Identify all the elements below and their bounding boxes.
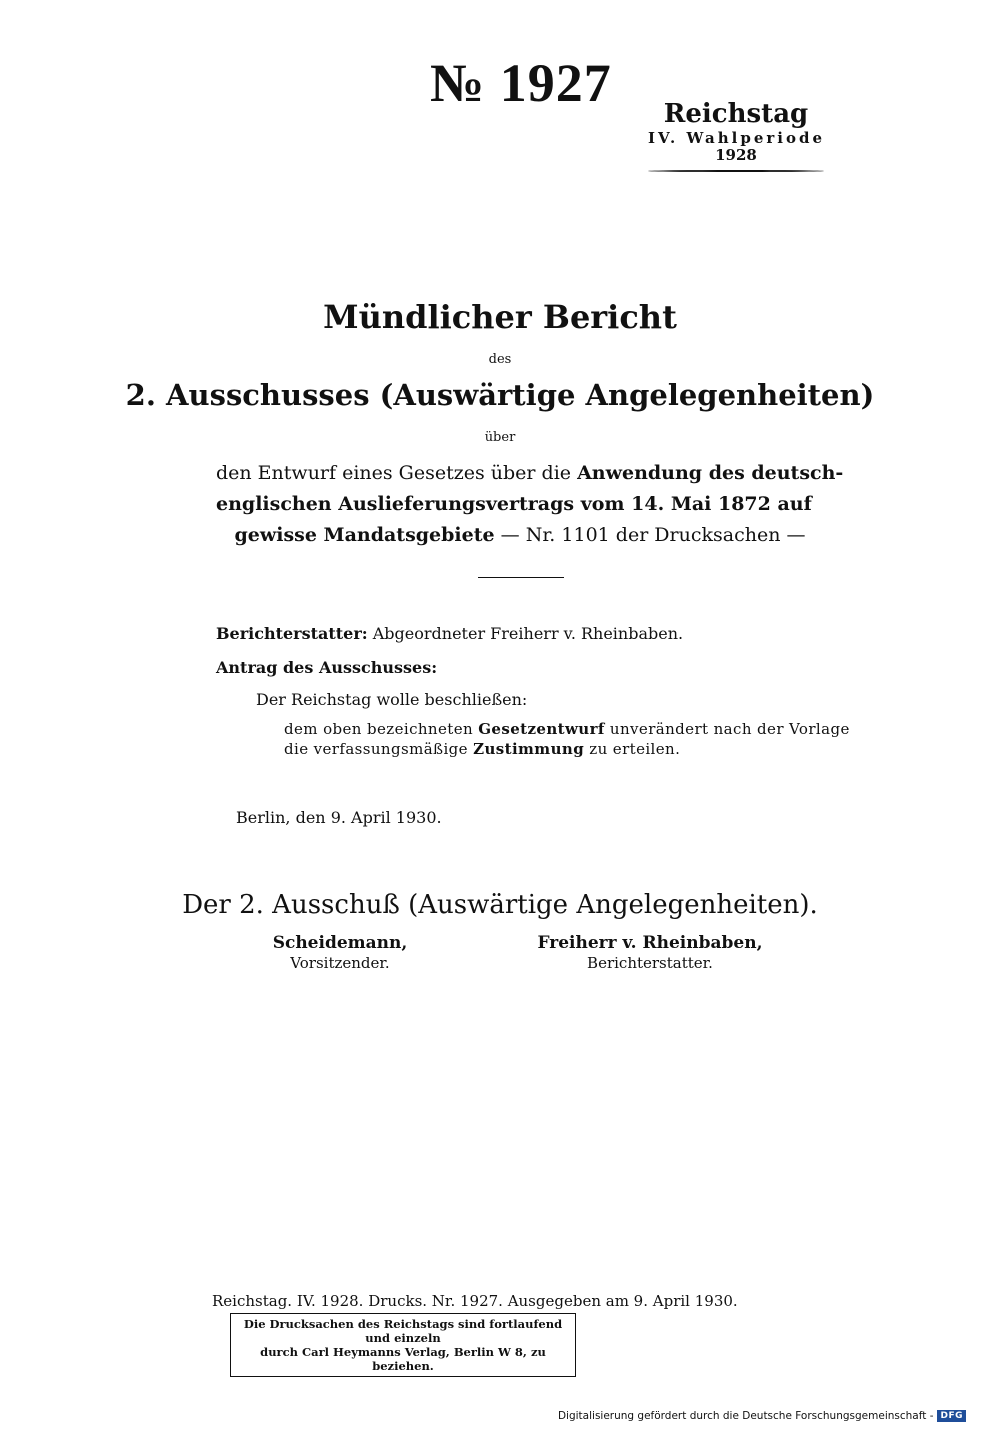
- word-ueber: über: [484, 430, 516, 445]
- signatory-role: Berichterstatter.: [587, 954, 713, 973]
- signature-heading: Der 2. Ausschuß (Auswärtige Angelegenheiten).: [182, 890, 818, 920]
- reporter-value: Abgeordneter Freiherr v. Rheinbaben.: [367, 624, 684, 643]
- electoral-period: IV. Wahlperiode: [648, 128, 826, 147]
- motion-text: unverändert nach der Vorlage: [604, 720, 850, 738]
- signatory-name: Freiherr v. Rheinbaben,: [537, 933, 763, 953]
- signatory-role: Vorsitzender.: [290, 954, 390, 973]
- notice-line-1: Die Drucksachen des Reichstags sind fortlaufend und einzeln: [243, 1317, 563, 1345]
- date-line: Berlin, den 9. April 1930.: [236, 808, 442, 827]
- motion-text: dem oben bezeichneten: [284, 720, 479, 738]
- dfg-logo-icon: DFG: [937, 1410, 966, 1422]
- parliament-name: Reichstag: [663, 99, 809, 129]
- subject-text: — Nr. 1101 der Drucksachen —: [494, 524, 806, 546]
- motion-text: zu erteilen.: [584, 740, 681, 758]
- subject-text: den Entwurf eines Gesetzes über die: [216, 462, 578, 484]
- separator-rule: [478, 577, 564, 578]
- subject-emphasis: Anwendung des deutsch-: [577, 462, 844, 484]
- motion-text: die verfassungsmäßige: [284, 740, 474, 758]
- notice-line-2: durch Carl Heymanns Verlag, Berlin W 8, zu beziehen.: [260, 1345, 546, 1373]
- credit-text: Digitalisierung gefördert durch die Deutsche Forschungsgemeinschaft -: [557, 1410, 934, 1422]
- motion-text-line-1: [284, 720, 850, 738]
- subject-line-1: [216, 458, 844, 489]
- subject-line-2: englischen Auslieferungsvertrags vom 14. Mai 1872 auf: [216, 493, 812, 515]
- subject-line-3: [216, 520, 824, 551]
- period-year: 1928: [715, 146, 757, 165]
- reporter-label: Berichterstatter:: [216, 624, 368, 643]
- word-des: des: [488, 352, 512, 367]
- signatory-reporter: [520, 932, 780, 974]
- motion-lead: Der Reichstag wolle beschließen:: [256, 690, 528, 709]
- motion-emphasis: Gesetzentwurf: [478, 720, 605, 738]
- document-number: № 1927: [430, 53, 612, 113]
- signatory-chair: [210, 932, 470, 974]
- distribution-notice: [230, 1313, 576, 1377]
- reporter-line: [216, 624, 683, 643]
- publication-line: Reichstag. IV. 1928. Drucks. Nr. 1927. Ausgegeben am 9. April 1930.: [212, 1292, 738, 1310]
- subject-paragraph: [216, 458, 844, 551]
- signatory-name: Scheidemann,: [272, 933, 408, 953]
- report-title: Mündlicher Bericht: [323, 298, 677, 336]
- digitization-credit: [558, 1410, 966, 1422]
- motion-heading: Antrag des Ausschusses:: [216, 658, 438, 677]
- header-rule: [648, 170, 824, 172]
- reichstag-header: [648, 100, 824, 172]
- motion-text-line-2: [284, 740, 680, 758]
- committee-name: 2. Ausschusses (Auswärtige Angelegenheiten): [125, 378, 875, 412]
- subject-emphasis: gewisse Mandatsgebiete: [234, 524, 495, 546]
- motion-emphasis: Zustimmung: [473, 740, 585, 758]
